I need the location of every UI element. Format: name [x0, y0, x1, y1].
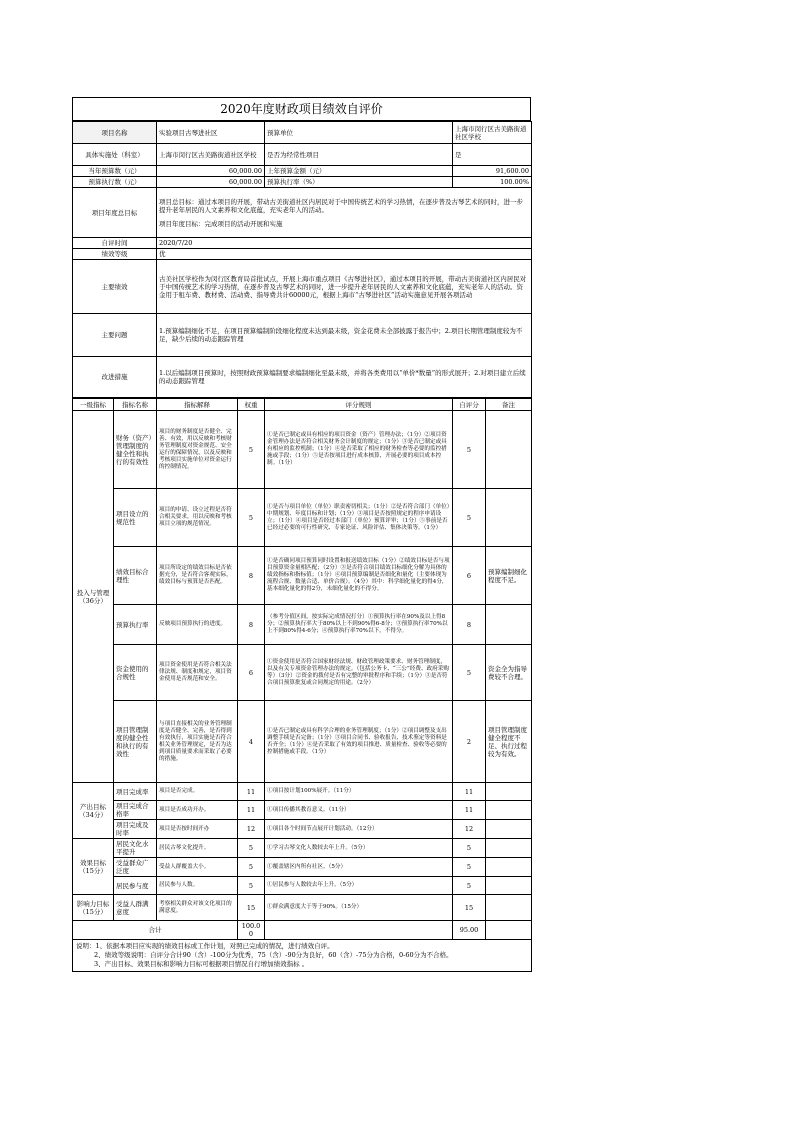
indicator-name: 绩效目标合理性: [114, 547, 157, 605]
indicator-explain: 项目的申请、设立过程是否符合相关要求，用以反映和考核项目立项的规范情况。: [157, 489, 238, 547]
indicator-name: 居民文化水平提升: [114, 839, 157, 858]
problem-label: 主要问题: [73, 314, 157, 357]
goal-text: [157, 188, 532, 238]
notes: [73, 940, 532, 972]
indicator-explain: 项目所设定的绩效目标是否依据充分，是否符合客观实际，绩效目标与预算是否匹配。: [157, 547, 238, 605]
indicator-remark: [486, 839, 532, 858]
indicator-explain: 项目是否完成。: [157, 783, 238, 801]
indicator-explain: 与项目直接相关的业务管理制度是否健全、完善，是否得到有效执行，项目实施是否符合相关业务管理规定，是否为达到项目质量要求而采取了必要的措施。: [157, 701, 238, 783]
exec-value: 60,000.00: [157, 177, 265, 188]
indicator-explain: 反映项目预算执行的进度。: [157, 605, 238, 645]
indicator-rule: ①群众满意度大于等于90%。（15分）: [265, 895, 453, 921]
goal-text-annual: 项目年度目标：完成项目的活动开展和实施: [159, 219, 283, 228]
indicator-name: 项目设立的规范性: [114, 489, 157, 547]
total-label: 合计: [73, 921, 238, 940]
table-row: [73, 839, 532, 858]
indicator-remark: [486, 858, 532, 877]
budget-unit: 上海市闵行区古美路街道社区学校: [453, 122, 532, 144]
grade-label: 绩效等级: [73, 249, 157, 260]
indicator-explain: 项目资金使用是否符合相关法律法规、制度和规定，项目资金使用是否规范和安全。: [157, 645, 238, 701]
indicator-remark: 资金全为指导费较不合理。: [486, 645, 532, 701]
goal-text-overall: 项目总目标：通过本项目的开展，带动古美街道社区内居民对于中国传统艺术的学习热情，在逐步普及古琴艺术的同时，进一步提升老年居民的人文素养和文化底蕴，充实老年人的活动。: [159, 197, 523, 214]
indicator-score: 5: [453, 839, 486, 858]
indicator-score: 5: [453, 877, 486, 895]
grade: 优: [157, 249, 532, 260]
indicator-rule: ①覆盖辖区内所有社区。（5分）: [265, 858, 453, 877]
indicator-rule: ①项目传播其教育意义。（11分）: [265, 801, 453, 820]
indicator-remark: [486, 895, 532, 921]
note-3: 3、产出目标、效果目标和影响力目标可根据项目情况自行增加绩效指标 。: [94, 960, 309, 968]
prev-budget-label: 上年预算金额（元）: [265, 166, 453, 177]
indicator-weight: 5: [238, 411, 265, 489]
indicator-rule: ①是否已制定或具有科学合理的业务管理制度；（1分）②项目调整及支出调整手续是否完备；（1分）③项目合同书、验收报告、技术鉴定等资料是否齐全；（1分）④是否采取了有效的项目推进、质量检查、验收等必要的控制措施或手段。（1分）: [265, 701, 453, 783]
regular-label: 是否为经常性项目: [265, 144, 453, 166]
indicator-rule: ①是否与项目单位（单位）职责密切相关；（1分）②是否符合部门（单位）中期规划、年度目标和计划；（1分）③项目是否按照规定的程序申请设立；（1分）④项目是否经过本部门（单位）预算评审；（1分）⑤事前是否已经过必要的可行性研究、专家论证、风险评估、集体决策等。（1分）: [265, 489, 453, 547]
indicator-remark: [486, 605, 532, 645]
header-level1: 一级指标: [73, 399, 114, 411]
indicator-remark: [486, 783, 532, 801]
indicator-score: 11: [453, 801, 486, 820]
indicator-remark: [486, 801, 532, 820]
indicator-rule: ①项目按计划100%展开。（11分）: [265, 783, 453, 801]
total-score: 95.00: [453, 921, 486, 940]
indicator-name: 项目完成及时率: [114, 820, 157, 839]
dept: 上海市闵行区古美路街道社区学校: [157, 144, 265, 166]
perf-text: 古美社区学校作为闵行区教育局首批试点，开展上海市重点项目《古琴进社区》，通过本项目的开展，带动古美街道社区内居民对于中国传统艺术的学习热情，在逐步普及古琴艺术的同时，进一步提升老年居民的人文素养和文化底蕴，充实老年人的活动。资金用于租车费、教材费、活动费、指导费共计60000元，根据上海市“古琴进社区”活动实施意见开展各项活动: [157, 260, 532, 314]
table-row: [73, 645, 532, 701]
indicator-name: 居民参与度: [114, 877, 157, 895]
indicator-score: 2: [453, 701, 486, 783]
budget-label: 当年预算数（元）: [73, 166, 157, 177]
indicator-rule: （参考分值区间，按实际完成情况打分）①预算执行率在90%及以上得8分；②预算执行率大于80%以上不到90%得6-8分；③预算执行率70%以上不到80%得4-6分；④预算执行率70%以下，不得分。: [265, 605, 453, 645]
indicator-table: [72, 398, 532, 972]
prev-budget-value: 91,600.00: [453, 166, 532, 177]
table-row: [73, 411, 532, 489]
header-rule: 评分规则: [265, 399, 453, 411]
indicator-score: 11: [453, 783, 486, 801]
group-name: 效果目标（15分）: [73, 839, 114, 895]
indicator-weight: 12: [238, 820, 265, 839]
note-1: 说明：1、依据本项目应实现的绩效目标或工作计划，对照已完成的情况，进行绩效自评。: [76, 942, 334, 950]
total-weight: 100.00: [238, 921, 265, 940]
indicator-weight: 11: [238, 801, 265, 820]
header-weight: 权重: [238, 399, 265, 411]
note-2: 2、绩效等级说明：自评分合计90（含）-100分为优秀，75（含）-90分为良好，60（含）-75分为合格，0-60分为不合格。: [94, 951, 453, 959]
group-name: 影响力目标（15分）: [73, 895, 114, 921]
indicator-score: 8: [453, 605, 486, 645]
indicator-weight: 11: [238, 783, 265, 801]
budget-value: 60,000.00: [157, 166, 265, 177]
project-name: 实验项目古琴进社区: [157, 122, 265, 144]
indicator-rule: ①项目各个时间节点展开计划活动。（12分）: [265, 820, 453, 839]
indicator-remark: [486, 489, 532, 547]
improve-text: 1.以后编制项目预算时，按照财政预算编制要求编制细化至最末级，并将各类费用以“单价*数量”的形式展开；2.对项目建立后续的动态跟踪管理: [157, 357, 532, 398]
indicator-score: 6: [453, 547, 486, 605]
indicator-weight: 5: [238, 489, 265, 547]
problem-text: 1.预算编制细化不足，在项目预算编制阶段细化程度未达到最末级，资金花费未全部披露于报告中；2.项目长期管理制度较为不足，缺少后续的动态跟踪管理: [157, 314, 532, 357]
exec-label: 预算执行数（元）: [73, 177, 157, 188]
indicator-score: 5: [453, 489, 486, 547]
indicator-name: 受益人群满意度: [114, 895, 157, 921]
indicator-name: 预算执行率: [114, 605, 157, 645]
table-row: [73, 783, 532, 801]
budget-unit-label: 预算单位: [265, 122, 453, 144]
indicator-remark: [486, 877, 532, 895]
indicator-explain: 居民参与人数。: [157, 877, 238, 895]
indicator-explain: 项目是否成功开办。: [157, 801, 238, 820]
indicator-rule: ①是否确同项目预算同时设置和报送绩效目标（1分）②绩效目标是否与项目预算资金量相匹配；（2分）③是否符合项目绩效目标细化分解为具体的绩效指标和指标值；（1分）④项目预算编制是否细化和量化（主要体现为流程合规、数量合适、单价合规）。（4分）其中：科学细化量化的得4分，基本细化量化的得2分，未细化量化的不得分。: [265, 547, 453, 605]
group-name: 产出目标（34分）: [73, 783, 114, 839]
table-row: [73, 547, 532, 605]
table-row: [73, 877, 532, 895]
indicator-name: 项目完成率: [114, 783, 157, 801]
indicator-remark: 预算编制细化程度不足。: [486, 547, 532, 605]
indicator-rule: ①是否已制定或具有相应的项目资金（资产）管理办法；（1分）②项目资金管理办法是否符合相关财务会计制度的规定；（1分）③是否已制定或具有相应的监控机制；（1分）④是否采取了相应的财务检查等必要的监控措施或手段；（1分）⑤是否按项目进行成本核算，开展必要的项目成本控制。（1分）: [265, 411, 453, 489]
perf-label: 主要绩效: [73, 260, 157, 314]
indicator-score: 5: [453, 645, 486, 701]
indicator-remark: 项目管理制度健全程度不足、执行过程较为有效。: [486, 701, 532, 783]
project-name-label: 项目名称: [73, 122, 157, 144]
indicator-weight: 5: [238, 839, 265, 858]
indicator-weight: 6: [238, 645, 265, 701]
exec-rate-value: 100.00%: [453, 177, 532, 188]
indicator-name: 项目管理制度的健全性和执行的有效性: [114, 701, 157, 783]
indicator-name: 受益群众广泛度: [114, 858, 157, 877]
indicator-remark: [486, 820, 532, 839]
goal-label: 项目年度总目标: [73, 188, 157, 238]
indicator-weight: 8: [238, 547, 265, 605]
indicator-weight: 8: [238, 605, 265, 645]
indicator-weight: 5: [238, 858, 265, 877]
group-name: 投入与管理（36分）: [73, 411, 114, 783]
indicator-weight: 4: [238, 701, 265, 783]
indicator-rule: ①资金使用是否符合国家财经法规、财政管理政策要求、财务管理制度，以及有关专项资金管理办法的规定。（包括公务卡、“三公”经费、政府采购等）（3分）②资金的拨付是否有完整的审批程序和手续；（1分）③是否符合项目预算批复或合同规定的用途。（2分）: [265, 645, 453, 701]
dept-label: 具体实施处（科室）: [73, 144, 157, 166]
header-indicator: 指标名称: [114, 399, 157, 411]
indicator-rule: ①居民参与人数较去年上升。（5分）: [265, 877, 453, 895]
table-row: [73, 489, 532, 547]
header-remark: 备注: [486, 399, 532, 411]
eval-time-label: 自评时间: [73, 238, 157, 249]
table-row: [73, 858, 532, 877]
indicator-name: 资金使用的合规性: [114, 645, 157, 701]
total-remark-empty: [486, 921, 532, 940]
indicator-rule: ①学习古琴文化人数较去年上升。（5分）: [265, 839, 453, 858]
indicator-explain: 项目是否按时间开办: [157, 820, 238, 839]
info-table: [72, 121, 532, 398]
indicator-explain: 居民古琴文化提升。: [157, 839, 238, 858]
indicator-explain: 项目的财务制度是否健全、完善、有效，用以反映和考核财务管理制度对资金规范、安全运行的保障情况，以及反映和考核项目实施单位对资金运行的控制情况。: [157, 411, 238, 489]
indicator-score: 12: [453, 820, 486, 839]
table-row: [73, 820, 532, 839]
table-row: [73, 701, 532, 783]
table-row: [73, 895, 532, 921]
table-row: [73, 801, 532, 820]
table-row: [73, 605, 532, 645]
indicator-score: 15: [453, 895, 486, 921]
indicator-name: 财务（资产）管理制度的健全性和执行的有效性: [114, 411, 157, 489]
indicator-remark: [486, 411, 532, 489]
indicator-explain: 考察相关群众对该文化项目的满意度。: [157, 895, 238, 921]
indicator-name: 项目完成合格率: [114, 801, 157, 820]
eval-time: 2020/7/20: [157, 238, 532, 249]
indicator-score: 5: [453, 858, 486, 877]
indicator-weight: 5: [238, 877, 265, 895]
regular: 是: [453, 144, 532, 166]
indicator-weight: 15: [238, 895, 265, 921]
exec-rate-label: 预算执行率（%）: [265, 177, 453, 188]
header-explain: 指标解释: [157, 399, 238, 411]
improve-label: 改进措施: [73, 357, 157, 398]
total-rule-empty: [265, 921, 453, 940]
indicator-explain: 受益人群覆盖大小。: [157, 858, 238, 877]
indicator-score: 5: [453, 411, 486, 489]
page-title: 2020年度财政项目绩效自评价: [72, 97, 531, 121]
evaluation-sheet: [72, 97, 531, 972]
header-score: 自评分: [453, 399, 486, 411]
